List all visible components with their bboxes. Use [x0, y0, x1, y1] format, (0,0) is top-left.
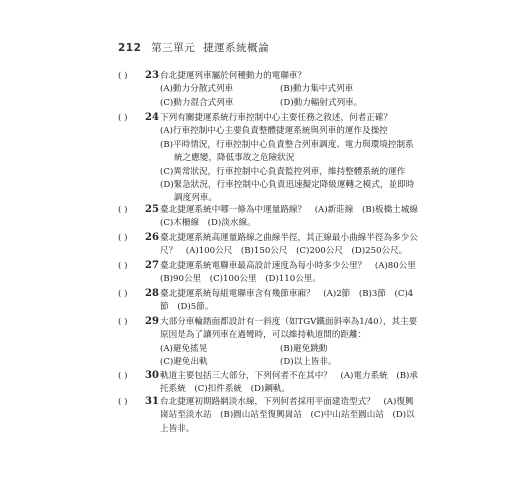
question-stem: 台北捷運列車屬於何種動力的電聯車？: [160, 71, 307, 81]
answer-blank: ( ): [118, 205, 128, 215]
option-d: (D)緊急狀況，行車控制中心負責迅速擬定降級運轉之模式，並即時調度列車。: [160, 180, 415, 204]
question-number: 23: [145, 70, 159, 81]
answer-blank: ( ): [118, 317, 128, 327]
option-b: (B)動力集中式列車: [280, 84, 354, 95]
question-stem: 臺北捷運系統電聯車最高設計速度為每小時多少公里？ (A)80公里 (B)90公里 (C)100公里 (D)110公里。: [160, 261, 425, 285]
question-26: [118, 232, 418, 259]
question-27: [118, 260, 425, 287]
option-a: (A)避免搖晃: [160, 343, 208, 354]
options: [160, 83, 418, 110]
question-stem: 臺北捷運系統中哪一條為中運量路線？ (A)新莊線 (B)板橋土城線 (C)木柵線 (D)淡水線。: [160, 205, 427, 229]
question-stem: 臺北捷運系統每組電聯車含有幾節車廂？ (A)2節 (B)3節 (C)4節 (D)5節。: [160, 289, 414, 313]
question-number: 28: [145, 288, 159, 299]
question-stem: 臺北捷運系統高運量路線之曲線半徑，其正線最小曲線半徑為多少公尺？ (A)100公尺 (B)150公尺 (C)200公尺 (D)250公尺。: [160, 233, 418, 257]
question-stem: 大部分車輪踏面都設計有一斜度（如TGV鐵面斜率為1/40），其主要原因是為了讓列車在過彎時，可以維持軌道間的距離：: [160, 317, 418, 341]
question-number: 31: [145, 396, 159, 407]
answer-blank: ( ): [118, 289, 128, 299]
answer-blank: ( ): [118, 371, 128, 381]
question-30: [118, 370, 418, 397]
option-b: (B)平時情況，行車控制中心負責整合列車調度、電力與環境控制系統之應變，降低事故之危險狀況: [160, 139, 414, 164]
question-stem: 台北捷運初期路網淡水線，下列何者採用平面建造型式？ (A)復興崗站至淡水站 (B)圓山站至復興崗站 (C)中山站至圓山站 (D)以上皆非。: [160, 397, 415, 434]
question-28: [118, 288, 418, 315]
option-c: (C)避免出軌: [160, 357, 208, 368]
option-c: (C)動力混合式列車: [160, 97, 234, 108]
options: [160, 343, 418, 370]
question-stem: 軌道主要包括三大部分，下列何者不在其中？ (A)電力系統 (B)承托系統 (C)扣件系統 (D)鋼軌。: [160, 371, 418, 395]
answer-blank: ( ): [118, 233, 128, 243]
answer-blank: ( ): [118, 71, 128, 81]
answer-blank: ( ): [118, 113, 128, 123]
question-number: 26: [145, 232, 159, 243]
question-number: 25: [145, 204, 159, 215]
question-number: 30: [145, 370, 159, 381]
chapter-label: 第三單元: [151, 42, 196, 54]
question-number: 29: [145, 316, 159, 327]
question-number: 24: [145, 112, 159, 123]
question-29: [118, 316, 418, 370]
option-a: (A)動力分散式列車: [160, 84, 234, 95]
option-b: (B)避免跳動: [280, 343, 328, 354]
question-25: [118, 204, 427, 231]
question-stem: 下列有關捷運系統行車控制中心主要任務之敘述，何者正確？: [160, 113, 393, 123]
chapter-title: 捷運系統概論: [203, 42, 270, 54]
page-number: 212: [118, 42, 142, 54]
answer-blank: ( ): [118, 397, 128, 407]
question-31: [118, 396, 418, 436]
option-d: (D)以上皆非。: [280, 357, 337, 368]
question-23: [118, 70, 418, 110]
option-a: (A)行車控制中心主要負責整體捷運系統與列車的運作及操控: [160, 126, 388, 137]
option-d: (D)動力輻射式列車。: [280, 97, 363, 108]
options: [160, 125, 418, 205]
answer-blank: ( ): [118, 261, 128, 271]
question-24: [118, 112, 418, 206]
question-number: 27: [145, 260, 159, 271]
option-c: (C)異常狀況，行車控制中心負責監控列車，維持整體系統的運作: [160, 166, 406, 177]
page-header: [118, 40, 269, 55]
